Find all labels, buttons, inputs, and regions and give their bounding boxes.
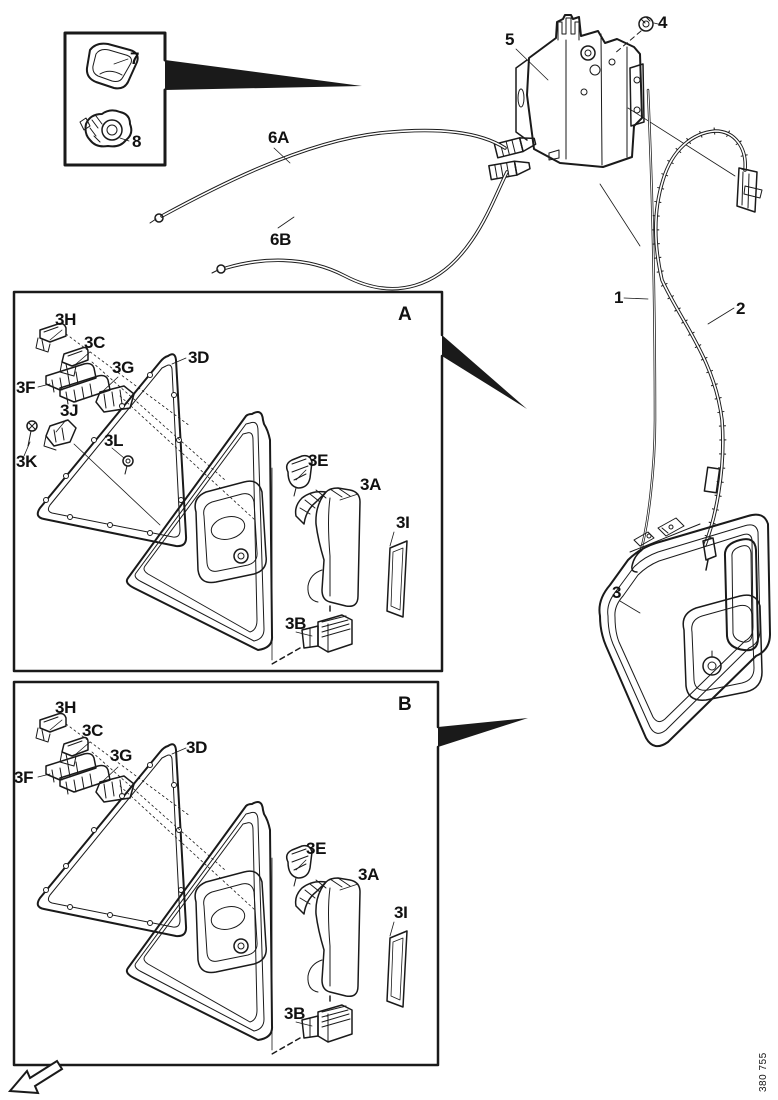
callout-3g-b: 3G (110, 746, 133, 765)
panel-a-pointer-arrow (442, 335, 527, 409)
callout-3f-b: 3F (14, 768, 34, 787)
screw-3k (27, 421, 37, 446)
callout-3b-a: 3B (285, 614, 307, 633)
callout-3: 3 (612, 583, 622, 602)
callout-3j-a: 3J (60, 401, 79, 420)
callout-2: 2 (736, 299, 746, 318)
callout-3a-a: 3A (360, 475, 382, 494)
cable-fitting-6b (489, 159, 531, 180)
callout-3c-a: 3C (84, 333, 106, 352)
callout-3i-b: 3I (394, 903, 408, 922)
callout-5: 5 (505, 30, 515, 49)
callout-1: 1 (614, 288, 624, 307)
callout-3f-a: 3F (16, 378, 36, 397)
callout-3c-b: 3C (82, 721, 104, 740)
callout-7: 7 (130, 49, 140, 68)
callout-3h-a: 3H (55, 310, 77, 329)
panel-a (14, 292, 527, 671)
panel-b-pointer-arrow (438, 718, 528, 747)
grommet-4 (639, 17, 653, 31)
lock-rod (614, 90, 655, 572)
callout-3k-a: 3K (16, 452, 38, 471)
figure-code: 380 755 (758, 1052, 769, 1092)
callout-6a: 6A (268, 128, 290, 147)
grommet-3l (123, 456, 133, 474)
panel-b (14, 682, 528, 1065)
lock-actuator (489, 13, 735, 246)
callout-3g-a: 3G (112, 358, 135, 377)
callout-6b: 6B (270, 230, 292, 249)
cable-connector (737, 168, 762, 212)
panel-b-title: B (398, 694, 412, 715)
callout-3b-b: 3B (284, 1004, 306, 1023)
callout-3d-a: 3D (188, 348, 210, 367)
handle-cable (656, 131, 762, 570)
callout-3e-a: 3E (308, 451, 329, 470)
callout-4: 4 (658, 13, 668, 32)
callout-3a-b: 3A (358, 865, 380, 884)
callout-8: 8 (132, 132, 142, 151)
panel-a-title: A (398, 304, 412, 325)
callout-3d-b: 3D (186, 738, 208, 757)
clip-3j (44, 420, 76, 450)
handle-top-clips (630, 518, 700, 552)
callout-3h-b: 3H (55, 698, 77, 717)
grommet-8 (80, 110, 131, 146)
release-cables (150, 128, 507, 289)
cable-adjuster (704, 467, 719, 492)
exterior-handle (599, 515, 770, 747)
callout-3i-a: 3I (396, 513, 410, 532)
callout-3l-a: 3L (104, 431, 124, 450)
callout-3e-b: 3E (306, 839, 327, 858)
inset-pointer-arrow (165, 60, 362, 90)
